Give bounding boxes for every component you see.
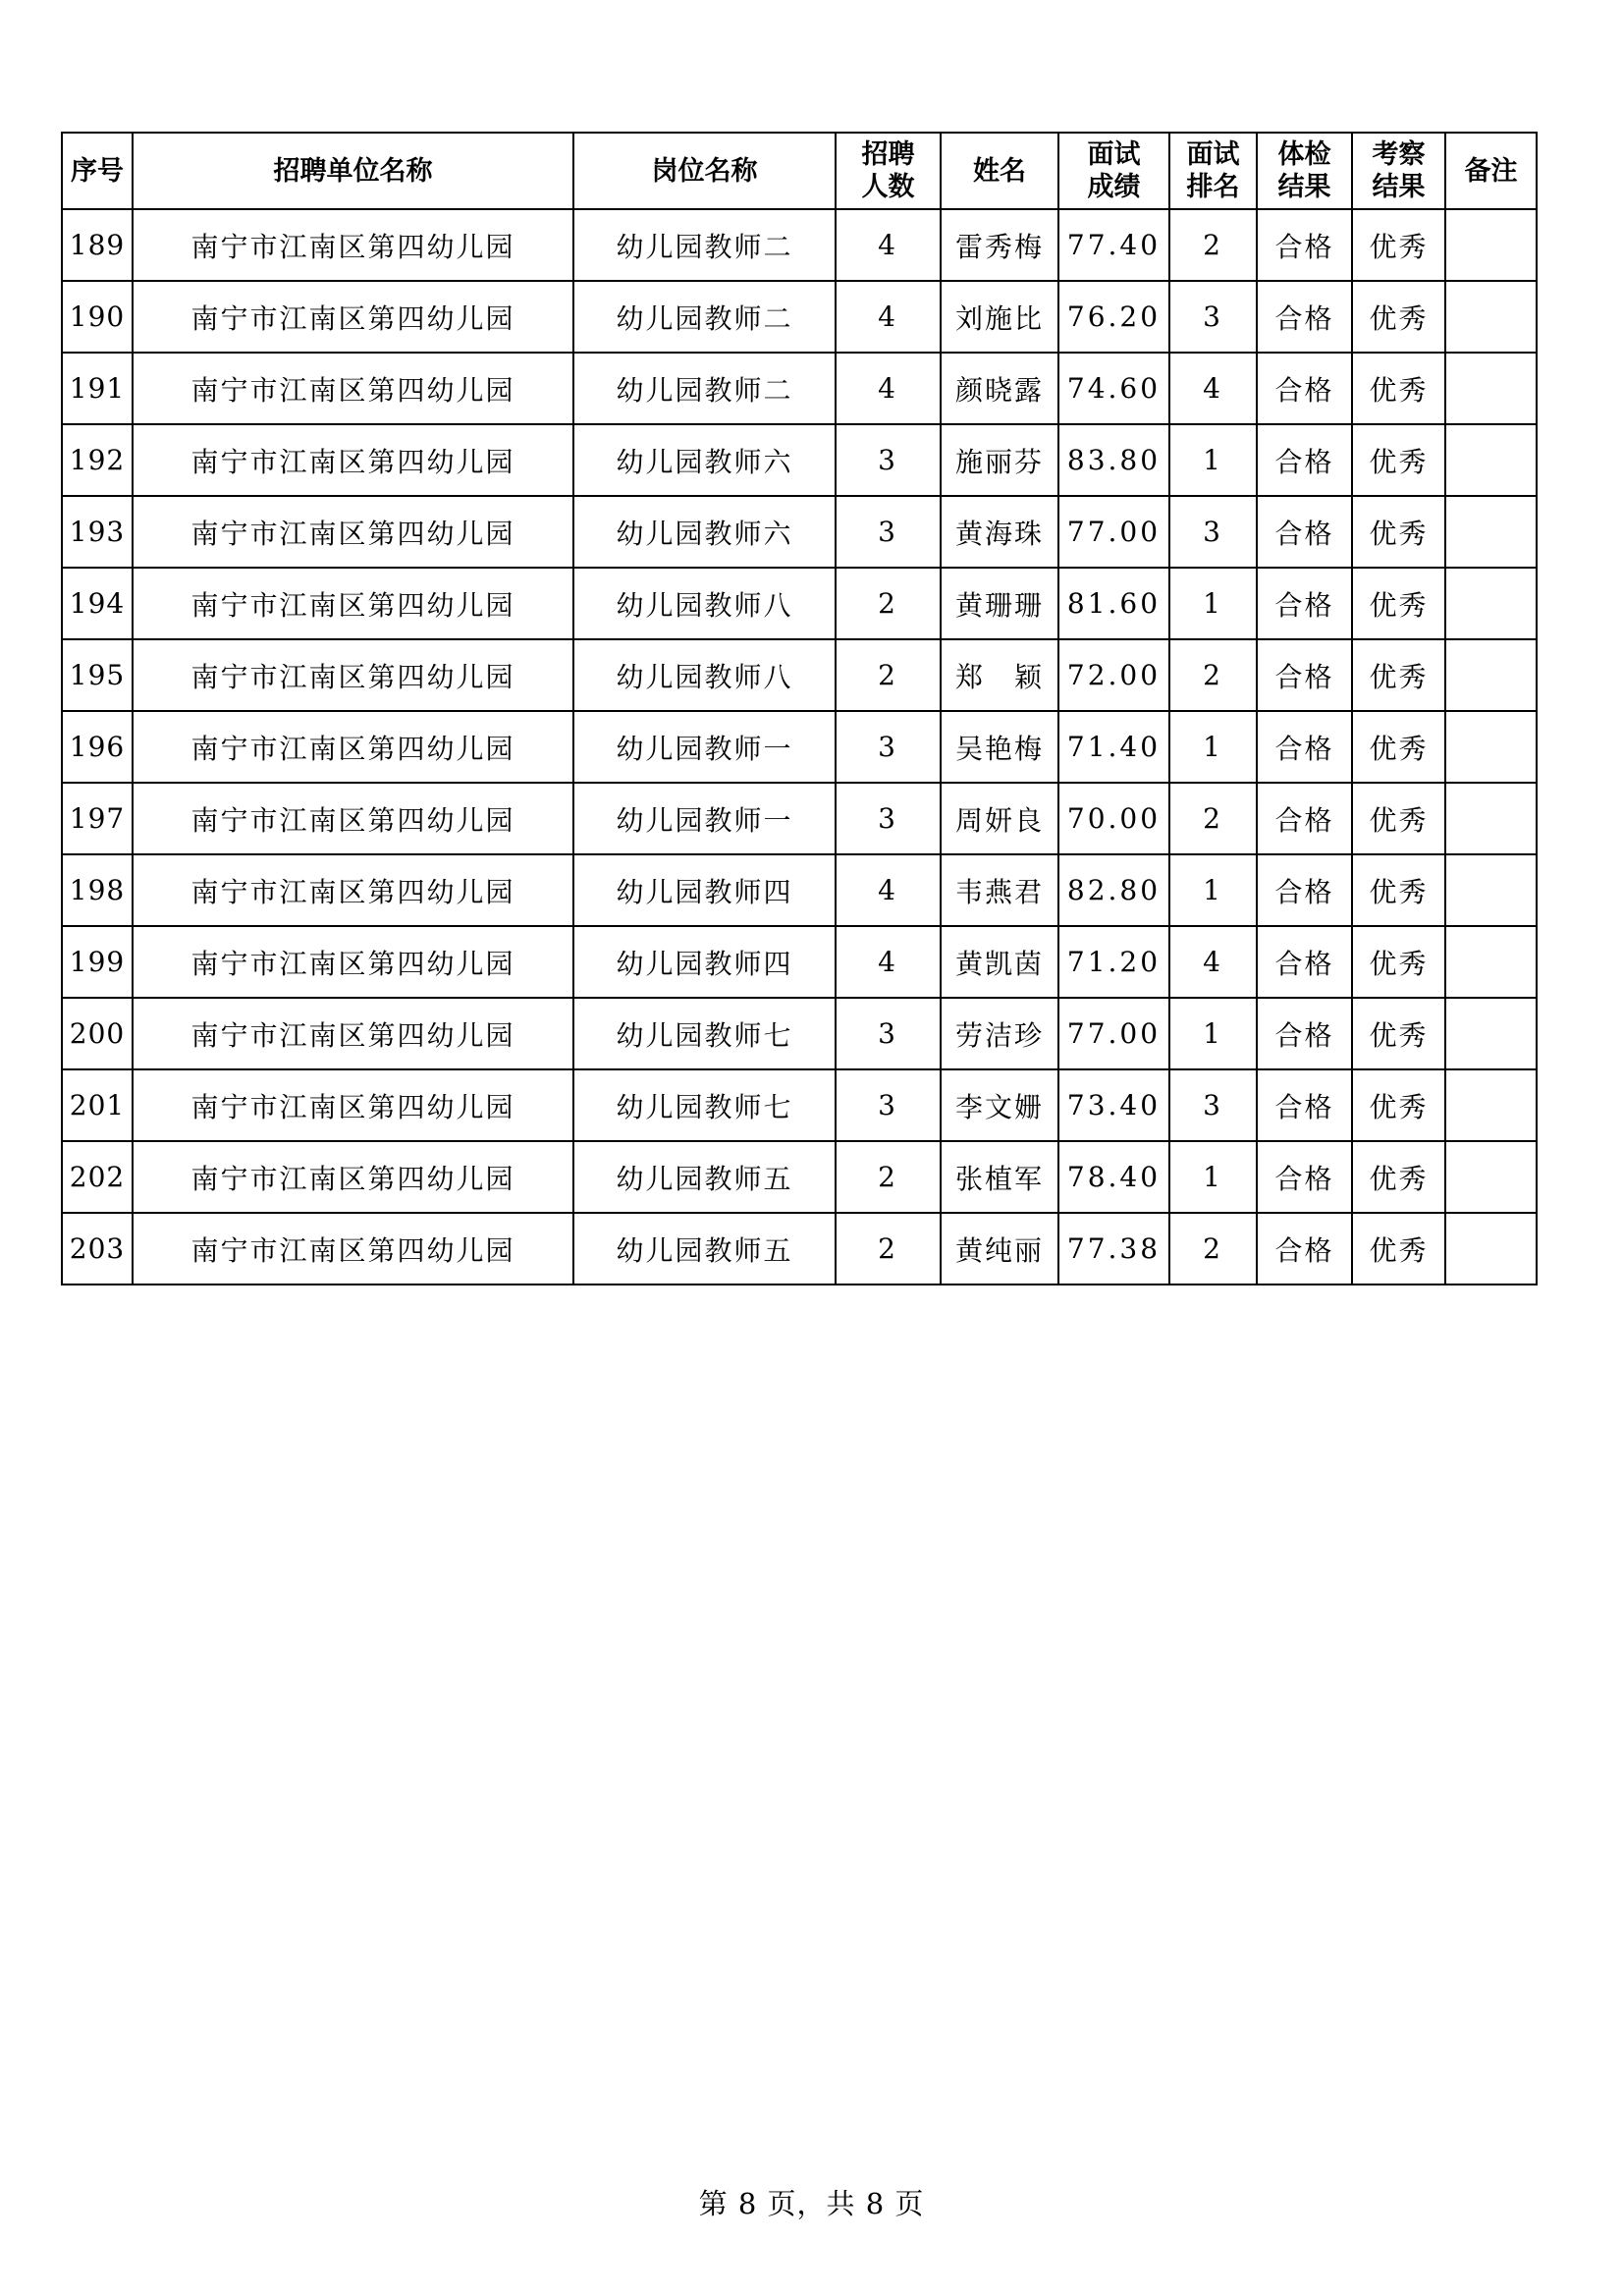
position-cell: 幼儿园教师六 bbox=[573, 496, 836, 568]
openings-cell: 3 bbox=[836, 711, 941, 783]
name-cell: 张植军 bbox=[941, 1141, 1058, 1213]
index-cell: 193 bbox=[62, 496, 133, 568]
assessment-result-cell: 优秀 bbox=[1352, 1213, 1445, 1285]
name-cell: 施丽芬 bbox=[941, 424, 1058, 496]
rank-cell: 2 bbox=[1169, 1213, 1257, 1285]
rank-cell: 1 bbox=[1169, 568, 1257, 639]
score-cell: 74.60 bbox=[1058, 353, 1169, 424]
header-label-line: 招聘单位名称 bbox=[273, 155, 433, 187]
remarks-cell bbox=[1445, 783, 1537, 854]
openings-cell: 2 bbox=[836, 568, 941, 639]
table-header-row bbox=[62, 133, 1537, 209]
header-label-line: 备注 bbox=[1464, 155, 1518, 187]
openings-cell: 2 bbox=[836, 1213, 941, 1285]
index-cell: 192 bbox=[62, 424, 133, 496]
assessment-result-cell: 优秀 bbox=[1352, 281, 1445, 353]
assessment-result-cell: 优秀 bbox=[1352, 1141, 1445, 1213]
medical-result-cell: 合格 bbox=[1257, 209, 1352, 281]
openings-cell: 4 bbox=[836, 926, 941, 998]
employer-cell: 南宁市江南区第四幼儿园 bbox=[133, 568, 573, 639]
rank-cell: 2 bbox=[1169, 639, 1257, 711]
rank-cell: 2 bbox=[1169, 783, 1257, 854]
openings-cell: 3 bbox=[836, 1069, 941, 1141]
employer-cell: 南宁市江南区第四幼儿园 bbox=[133, 1213, 573, 1285]
index-cell: 203 bbox=[62, 1213, 133, 1285]
score-cell: 70.00 bbox=[1058, 783, 1169, 854]
medical-result-cell: 合格 bbox=[1257, 496, 1352, 568]
position-cell: 幼儿园教师一 bbox=[573, 783, 836, 854]
column-header-name bbox=[941, 133, 1058, 209]
openings-cell: 4 bbox=[836, 281, 941, 353]
employer-cell: 南宁市江南区第四幼儿园 bbox=[133, 496, 573, 568]
score-cell: 77.40 bbox=[1058, 209, 1169, 281]
openings-cell: 3 bbox=[836, 998, 941, 1069]
header-label-line: 序号 bbox=[71, 155, 124, 187]
column-header-index bbox=[62, 133, 133, 209]
table-row bbox=[62, 1069, 1537, 1141]
header-label-line: 体检 bbox=[1277, 139, 1331, 170]
medical-result-cell: 合格 bbox=[1257, 568, 1352, 639]
name-cell: 颜晓露 bbox=[941, 353, 1058, 424]
medical-result-cell: 合格 bbox=[1257, 711, 1352, 783]
table-row bbox=[62, 926, 1537, 998]
rank-cell: 3 bbox=[1169, 496, 1257, 568]
openings-cell: 3 bbox=[836, 783, 941, 854]
remarks-cell bbox=[1445, 568, 1537, 639]
medical-result-cell: 合格 bbox=[1257, 353, 1352, 424]
score-cell: 82.80 bbox=[1058, 854, 1169, 926]
medical-result-cell: 合格 bbox=[1257, 424, 1352, 496]
table-row bbox=[62, 854, 1537, 926]
position-cell: 幼儿园教师七 bbox=[573, 998, 836, 1069]
assessment-result-cell: 优秀 bbox=[1352, 424, 1445, 496]
medical-result-cell: 合格 bbox=[1257, 854, 1352, 926]
header-label-line: 结果 bbox=[1372, 172, 1426, 202]
remarks-cell bbox=[1445, 1069, 1537, 1141]
index-cell: 195 bbox=[62, 639, 133, 711]
openings-cell: 2 bbox=[836, 639, 941, 711]
table-row bbox=[62, 711, 1537, 783]
rank-cell: 4 bbox=[1169, 926, 1257, 998]
remarks-cell bbox=[1445, 353, 1537, 424]
openings-cell: 4 bbox=[836, 854, 941, 926]
name-cell: 周妍良 bbox=[941, 783, 1058, 854]
medical-result-cell: 合格 bbox=[1257, 926, 1352, 998]
remarks-cell bbox=[1445, 854, 1537, 926]
rank-cell: 2 bbox=[1169, 209, 1257, 281]
score-cell: 83.80 bbox=[1058, 424, 1169, 496]
name-cell: 雷秀梅 bbox=[941, 209, 1058, 281]
index-cell: 197 bbox=[62, 783, 133, 854]
rank-cell: 1 bbox=[1169, 998, 1257, 1069]
column-header-assessment-result bbox=[1352, 133, 1445, 209]
assessment-result-cell: 优秀 bbox=[1352, 783, 1445, 854]
position-cell: 幼儿园教师八 bbox=[573, 639, 836, 711]
employer-cell: 南宁市江南区第四幼儿园 bbox=[133, 353, 573, 424]
remarks-cell bbox=[1445, 639, 1537, 711]
employer-cell: 南宁市江南区第四幼儿园 bbox=[133, 209, 573, 281]
name-cell: 黄珊珊 bbox=[941, 568, 1058, 639]
openings-cell: 2 bbox=[836, 1141, 941, 1213]
score-cell: 77.00 bbox=[1058, 998, 1169, 1069]
position-cell: 幼儿园教师五 bbox=[573, 1213, 836, 1285]
name-cell: 吴艳梅 bbox=[941, 711, 1058, 783]
table-row bbox=[62, 353, 1537, 424]
remarks-cell bbox=[1445, 496, 1537, 568]
remarks-cell bbox=[1445, 998, 1537, 1069]
name-cell: 黄纯丽 bbox=[941, 1213, 1058, 1285]
table-body bbox=[62, 209, 1537, 1285]
name-cell: 韦燕君 bbox=[941, 854, 1058, 926]
header-label-line: 招聘 bbox=[861, 139, 915, 170]
medical-result-cell: 合格 bbox=[1257, 281, 1352, 353]
header-label-line: 面试 bbox=[1087, 139, 1141, 170]
header-label-line: 岗位名称 bbox=[651, 155, 758, 187]
column-header-interview-rank bbox=[1169, 133, 1257, 209]
rank-cell: 1 bbox=[1169, 1141, 1257, 1213]
column-header-medical-result bbox=[1257, 133, 1352, 209]
table-row bbox=[62, 424, 1537, 496]
rank-cell: 3 bbox=[1169, 281, 1257, 353]
score-cell: 72.00 bbox=[1058, 639, 1169, 711]
employer-cell: 南宁市江南区第四幼儿园 bbox=[133, 1141, 573, 1213]
rank-cell: 1 bbox=[1169, 854, 1257, 926]
score-cell: 77.00 bbox=[1058, 496, 1169, 568]
index-cell: 202 bbox=[62, 1141, 133, 1213]
remarks-cell bbox=[1445, 711, 1537, 783]
assessment-result-cell: 优秀 bbox=[1352, 639, 1445, 711]
openings-cell: 4 bbox=[836, 353, 941, 424]
column-header-employer bbox=[133, 133, 573, 209]
position-cell: 幼儿园教师四 bbox=[573, 854, 836, 926]
index-cell: 199 bbox=[62, 926, 133, 998]
index-cell: 200 bbox=[62, 998, 133, 1069]
score-cell: 71.40 bbox=[1058, 711, 1169, 783]
column-header-openings bbox=[836, 133, 941, 209]
position-cell: 幼儿园教师八 bbox=[573, 568, 836, 639]
header-label-line: 排名 bbox=[1186, 172, 1240, 202]
header-label-line: 面试 bbox=[1186, 139, 1240, 170]
remarks-cell bbox=[1445, 1213, 1537, 1285]
position-cell: 幼儿园教师一 bbox=[573, 711, 836, 783]
index-cell: 196 bbox=[62, 711, 133, 783]
table-row bbox=[62, 568, 1537, 639]
score-cell: 73.40 bbox=[1058, 1069, 1169, 1141]
name-cell: 劳洁珍 bbox=[941, 998, 1058, 1069]
employer-cell: 南宁市江南区第四幼儿园 bbox=[133, 711, 573, 783]
page-footer: 第 8 页，共 8 页 bbox=[698, 2187, 925, 2220]
column-header-interview-score bbox=[1058, 133, 1169, 209]
table-row bbox=[62, 496, 1537, 568]
column-header-remarks bbox=[1445, 133, 1537, 209]
name-cell: 刘施比 bbox=[941, 281, 1058, 353]
name-cell: 黄凯茵 bbox=[941, 926, 1058, 998]
medical-result-cell: 合格 bbox=[1257, 783, 1352, 854]
medical-result-cell: 合格 bbox=[1257, 1069, 1352, 1141]
employer-cell: 南宁市江南区第四幼儿园 bbox=[133, 424, 573, 496]
position-cell: 幼儿园教师四 bbox=[573, 926, 836, 998]
index-cell: 201 bbox=[62, 1069, 133, 1141]
openings-cell: 3 bbox=[836, 496, 941, 568]
index-cell: 189 bbox=[62, 209, 133, 281]
index-cell: 194 bbox=[62, 568, 133, 639]
table-row bbox=[62, 1213, 1537, 1285]
rank-cell: 4 bbox=[1169, 353, 1257, 424]
name-cell: 李文姗 bbox=[941, 1069, 1058, 1141]
score-cell: 81.60 bbox=[1058, 568, 1169, 639]
employer-cell: 南宁市江南区第四幼儿园 bbox=[133, 926, 573, 998]
position-cell: 幼儿园教师二 bbox=[573, 353, 836, 424]
remarks-cell bbox=[1445, 424, 1537, 496]
position-cell: 幼儿园教师五 bbox=[573, 1141, 836, 1213]
header-label-line: 结果 bbox=[1277, 172, 1331, 202]
remarks-cell bbox=[1445, 926, 1537, 998]
position-cell: 幼儿园教师七 bbox=[573, 1069, 836, 1141]
medical-result-cell: 合格 bbox=[1257, 1213, 1352, 1285]
assessment-result-cell: 优秀 bbox=[1352, 926, 1445, 998]
table-row bbox=[62, 281, 1537, 353]
score-cell: 78.40 bbox=[1058, 1141, 1169, 1213]
remarks-cell bbox=[1445, 1141, 1537, 1213]
column-header-position bbox=[573, 133, 836, 209]
index-cell: 191 bbox=[62, 353, 133, 424]
assessment-result-cell: 优秀 bbox=[1352, 209, 1445, 281]
header-label-line: 考察 bbox=[1372, 139, 1426, 170]
openings-cell: 3 bbox=[836, 424, 941, 496]
position-cell: 幼儿园教师二 bbox=[573, 281, 836, 353]
remarks-cell bbox=[1445, 209, 1537, 281]
employer-cell: 南宁市江南区第四幼儿园 bbox=[133, 1069, 573, 1141]
score-cell: 77.38 bbox=[1058, 1213, 1169, 1285]
rank-cell: 1 bbox=[1169, 711, 1257, 783]
employer-cell: 南宁市江南区第四幼儿园 bbox=[133, 281, 573, 353]
table-row bbox=[62, 209, 1537, 281]
table-row bbox=[62, 783, 1537, 854]
assessment-result-cell: 优秀 bbox=[1352, 998, 1445, 1069]
remarks-cell bbox=[1445, 281, 1537, 353]
position-cell: 幼儿园教师六 bbox=[573, 424, 836, 496]
table-row bbox=[62, 1141, 1537, 1213]
results-table bbox=[61, 132, 1538, 1285]
employer-cell: 南宁市江南区第四幼儿园 bbox=[133, 854, 573, 926]
header-label-line: 成绩 bbox=[1087, 172, 1141, 202]
assessment-result-cell: 优秀 bbox=[1352, 496, 1445, 568]
openings-cell: 4 bbox=[836, 209, 941, 281]
score-cell: 76.20 bbox=[1058, 281, 1169, 353]
rank-cell: 3 bbox=[1169, 1069, 1257, 1141]
name-cell: 郑 颖 bbox=[941, 639, 1058, 711]
rank-cell: 1 bbox=[1169, 424, 1257, 496]
position-cell: 幼儿园教师二 bbox=[573, 209, 836, 281]
assessment-result-cell: 优秀 bbox=[1352, 353, 1445, 424]
name-cell: 黄海珠 bbox=[941, 496, 1058, 568]
header-label-line: 人数 bbox=[861, 172, 915, 202]
medical-result-cell: 合格 bbox=[1257, 639, 1352, 711]
assessment-result-cell: 优秀 bbox=[1352, 568, 1445, 639]
assessment-result-cell: 优秀 bbox=[1352, 1069, 1445, 1141]
assessment-result-cell: 优秀 bbox=[1352, 854, 1445, 926]
index-cell: 198 bbox=[62, 854, 133, 926]
employer-cell: 南宁市江南区第四幼儿园 bbox=[133, 639, 573, 711]
employer-cell: 南宁市江南区第四幼儿园 bbox=[133, 783, 573, 854]
index-cell: 190 bbox=[62, 281, 133, 353]
score-cell: 71.20 bbox=[1058, 926, 1169, 998]
header-label-line: 姓名 bbox=[973, 155, 1026, 187]
medical-result-cell: 合格 bbox=[1257, 1141, 1352, 1213]
table-row bbox=[62, 998, 1537, 1069]
table-row bbox=[62, 639, 1537, 711]
employer-cell: 南宁市江南区第四幼儿园 bbox=[133, 998, 573, 1069]
assessment-result-cell: 优秀 bbox=[1352, 711, 1445, 783]
medical-result-cell: 合格 bbox=[1257, 998, 1352, 1069]
